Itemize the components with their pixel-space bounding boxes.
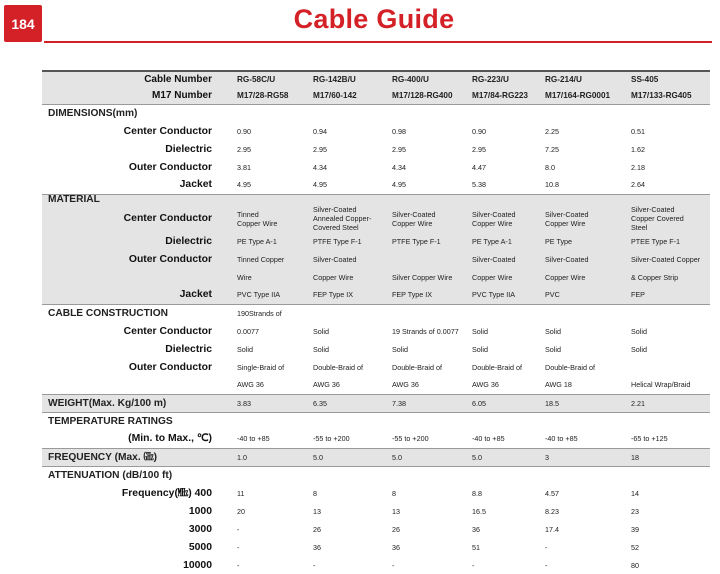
value-cell [619, 205, 710, 232]
value-cell: 2.95 [237, 144, 251, 154]
row-label: Outer Conductor [42, 250, 225, 268]
cell-line: Silver-Coated [631, 205, 675, 214]
section-title: CABLE CONSTRUCTION [42, 304, 225, 322]
value-cell: 2.95 [313, 144, 327, 154]
value-cell: FEP Type IX [380, 286, 460, 304]
section-title: FREQUENCY (Max. ㎓) [42, 448, 225, 466]
value-cell: SS-405 [619, 71, 710, 87]
value-cell: 3 [533, 448, 619, 466]
value-cell: 26 [313, 524, 321, 534]
value-cell: 5.0 [380, 448, 460, 466]
value-cell: Solid [631, 326, 647, 336]
value-cell: 8.8 [472, 488, 482, 498]
dimension-row [42, 122, 710, 140]
empty-cell [42, 268, 225, 286]
value-cell: RG-400/U [380, 71, 460, 87]
value-cell: AWG 36 [313, 380, 340, 390]
row-label: Dielectric [165, 143, 212, 155]
value-cell: Solid [237, 344, 253, 354]
section-attenuation [42, 466, 710, 484]
construction-outer-row [42, 358, 710, 376]
value-cell: 10.8 [545, 180, 559, 190]
value-cell: 18 [619, 448, 710, 466]
value-cell: - [237, 524, 240, 534]
value-cell: 0.51 [631, 126, 645, 136]
value-cell: Solid [313, 344, 329, 354]
cell-line: Tinned [237, 209, 259, 219]
value-cell [460, 304, 533, 322]
value-cell: FEP [619, 286, 710, 304]
row-label: Jacket [179, 179, 212, 191]
page-title: Cable Guide [293, 4, 455, 34]
row-label: Center Conductor [123, 125, 212, 137]
value-cell: 13 [313, 506, 321, 516]
cell-line: Silver-Coated [392, 209, 436, 219]
value-cell: 20 [237, 506, 245, 516]
section-temperature [42, 412, 710, 430]
value-cell: 1.0 [225, 448, 301, 466]
dimension-row [42, 176, 710, 194]
value-cell: PTFE Type F-1 [380, 232, 460, 250]
value-cell: 4.95 [392, 180, 406, 190]
value-cell: Silver-Coated Copper [619, 250, 710, 268]
value-cell: 8 [392, 488, 396, 498]
value-cell: 4.95 [313, 180, 327, 190]
value-cell: Silver-Coated [460, 250, 533, 268]
value-cell: 0.90 [237, 126, 251, 136]
value-cell: 13 [392, 506, 400, 516]
cable-number-row [42, 71, 710, 87]
value-cell: 5.0 [301, 448, 380, 466]
cell-line: Copper Wire [237, 218, 278, 228]
row-label: 10000 [183, 559, 212, 571]
value-cell: Solid [545, 326, 561, 336]
row-label: M17 Number [42, 87, 225, 104]
value-cell: 8.0 [545, 162, 555, 172]
value-cell: 3.81 [237, 162, 251, 172]
value-cell: 36 [472, 524, 480, 534]
value-cell: 14 [631, 488, 639, 498]
cable-guide-table [42, 70, 710, 574]
value-cell: 2.18 [631, 162, 645, 172]
value-cell: FEP Type IX [301, 286, 380, 304]
value-cell: RG-58C/U [225, 71, 301, 87]
value-cell: 36 [313, 542, 321, 552]
value-cell: - [237, 542, 240, 552]
value-cell: 17.4 [545, 524, 559, 534]
value-cell: AWG 36 [237, 380, 264, 390]
value-cell: - [545, 542, 548, 552]
row-label: (Min. to Max., ℃) [128, 433, 212, 445]
row-label: Center Conductor [42, 205, 225, 232]
value-cell: Copper Wire [460, 268, 533, 286]
row-label: Dielectric [165, 343, 212, 355]
value-cell: Silver Copper Wire [380, 268, 460, 286]
construction-center-row [42, 322, 710, 340]
value-cell: & Copper Strip [619, 268, 710, 286]
value-cell: PVC [533, 286, 619, 304]
value-cell [619, 304, 710, 322]
value-cell: 80 [631, 560, 639, 570]
value-cell: Wire [225, 268, 301, 286]
value-cell: Copper Wire [533, 268, 619, 286]
value-cell: 4.34 [392, 162, 406, 172]
section-title: MATERIAL [42, 194, 710, 205]
value-cell: 2.25 [545, 126, 559, 136]
value-cell: -55 to +200 [313, 434, 350, 444]
value-cell: 4.34 [313, 162, 327, 172]
row-label: Frequency(㎒) 400 [121, 487, 212, 499]
value-cell: Tinned Copper [225, 250, 301, 268]
value-cell: Double-Braid of [545, 362, 595, 372]
row-label: 5000 [188, 541, 212, 553]
value-cell: 5.38 [472, 180, 486, 190]
value-cell: - [545, 560, 548, 570]
value-cell: 26 [392, 524, 400, 534]
value-cell: PTEE Type F-1 [619, 232, 710, 250]
value-cell: M17/84-RG223 [460, 87, 533, 104]
value-cell: 23 [631, 506, 639, 516]
value-cell: -40 to +85 [237, 434, 270, 444]
construction-dielectric-row [42, 340, 710, 358]
row-label: Outer Conductor [128, 361, 212, 373]
value-cell: -65 to +125 [631, 434, 668, 444]
attenuation-row [42, 538, 710, 556]
value-cell: 1.62 [631, 144, 645, 154]
dimension-row [42, 158, 710, 176]
value-cell: PE Type [533, 232, 619, 250]
section-title: WEIGHT(Max. Kg/100 m) [42, 394, 225, 412]
cell-line: Copper Wire [392, 218, 433, 228]
title-divider [44, 41, 712, 43]
weight-row [42, 394, 710, 412]
attenuation-row [42, 556, 710, 574]
material-center-row [42, 205, 710, 232]
value-cell: 39 [631, 524, 639, 534]
value-cell: Double-Braid of [392, 362, 442, 372]
value-cell: -40 to +85 [545, 434, 578, 444]
row-label: Outer Conductor [128, 161, 212, 173]
value-cell [619, 358, 710, 376]
value-cell: 190Strands of [225, 304, 301, 322]
value-cell: Solid [631, 344, 647, 354]
value-cell: 6.05 [460, 394, 533, 412]
value-cell: M17/128-RG400 [380, 87, 460, 104]
value-cell: M17/133-RG405 [619, 87, 710, 104]
value-cell: 8 [313, 488, 317, 498]
value-cell: RG-214/U [533, 71, 619, 87]
value-cell: 3.83 [225, 394, 301, 412]
dimension-row [42, 140, 710, 158]
value-cell: - [392, 560, 395, 570]
cell-line: Silver-Coated [313, 205, 357, 214]
value-cell: Helical Wrap/Braid [631, 380, 691, 390]
cell-line: Copper Covered [631, 214, 684, 223]
row-label: Cable Number [42, 71, 225, 87]
value-cell: Solid [313, 326, 329, 336]
value-cell: 2.64 [631, 180, 645, 190]
material-jacket-row [42, 286, 710, 304]
value-cell: M17/164-RG0001 [533, 87, 619, 104]
value-cell: Silver-Coated [301, 250, 380, 268]
value-cell: AWG 36 [392, 380, 419, 390]
value-cell: Solid [545, 344, 561, 354]
value-cell [533, 304, 619, 322]
value-cell: 2.95 [472, 144, 486, 154]
section-title: DIMENSIONS(mm) [42, 104, 710, 122]
value-cell [225, 205, 301, 232]
value-cell: - [472, 560, 475, 570]
attenuation-row [42, 520, 710, 538]
value-cell: PE Type A-1 [225, 232, 301, 250]
value-cell: PVC Type IIA [460, 286, 533, 304]
section-title: TEMPERATURE RATINGS [42, 412, 710, 430]
value-cell: AWG 36 [472, 380, 499, 390]
cell-line: Silver-Coated [545, 209, 589, 219]
value-cell [301, 205, 380, 232]
value-cell: M17/60-142 [301, 87, 380, 104]
value-cell: 7.25 [545, 144, 559, 154]
row-label: Jacket [42, 286, 225, 304]
value-cell: - [313, 560, 316, 570]
value-cell: 18.5 [533, 394, 619, 412]
value-cell: 4.47 [472, 162, 486, 172]
value-cell: -40 to +85 [472, 434, 505, 444]
value-cell: RG-142B/U [301, 71, 380, 87]
cell-line: Silver-Coated [472, 209, 516, 219]
section-construction [42, 304, 710, 322]
value-cell [380, 250, 460, 268]
value-cell: 6.35 [301, 394, 380, 412]
value-cell: 2.95 [392, 144, 406, 154]
empty-cell [42, 376, 225, 394]
value-cell: 0.98 [392, 126, 406, 136]
value-cell: 7.38 [380, 394, 460, 412]
value-cell: 0.94 [313, 126, 327, 136]
cell-line: Annealed Copper- [313, 214, 372, 223]
value-cell [380, 304, 460, 322]
attenuation-row [42, 502, 710, 520]
section-dimensions [42, 104, 710, 122]
cell-line: Covered Steel [313, 223, 359, 232]
value-cell: PE Type A-1 [460, 232, 533, 250]
value-cell: 16.5 [472, 506, 486, 516]
value-cell: -55 to +200 [392, 434, 429, 444]
value-cell: PVC Type IIA [225, 286, 301, 304]
row-label: 1000 [188, 505, 212, 517]
value-cell: 5.0 [460, 448, 533, 466]
section-material [42, 194, 710, 205]
frequency-row [42, 448, 710, 466]
value-cell: Copper Wire [301, 268, 380, 286]
value-cell: 36 [392, 542, 400, 552]
value-cell: Silver-Coated [533, 250, 619, 268]
value-cell: 0.90 [472, 126, 486, 136]
value-cell: PTFE Type F-1 [301, 232, 380, 250]
value-cell: 4.57 [545, 488, 559, 498]
value-cell: 52 [631, 542, 639, 552]
value-cell [460, 205, 533, 232]
value-cell: - [237, 560, 240, 570]
value-cell: AWG 18 [545, 380, 572, 390]
value-cell: Solid [392, 344, 408, 354]
value-cell: 8.23 [545, 506, 559, 516]
value-cell: 4.95 [237, 180, 251, 190]
row-label: Center Conductor [123, 325, 212, 337]
row-label: Dielectric [42, 232, 225, 250]
value-cell: 11 [237, 488, 245, 498]
construction-outer-row-2 [42, 376, 710, 394]
value-cell: 2.21 [619, 394, 710, 412]
cell-line: Copper Wire [472, 218, 513, 228]
material-outer-row-2 [42, 268, 710, 286]
material-dielectric-row [42, 232, 710, 250]
page-number-badge: 184 [4, 5, 42, 42]
value-cell [380, 205, 460, 232]
value-cell: Double-Braid of [472, 362, 522, 372]
value-cell: Solid [472, 326, 488, 336]
value-cell [533, 205, 619, 232]
value-cell: 51 [472, 542, 480, 552]
value-cell: Solid [472, 344, 488, 354]
attenuation-row [42, 484, 710, 502]
cell-line: Steel [631, 223, 648, 232]
value-cell [301, 304, 380, 322]
section-title: ATTENUATION (dB/100 ft) [42, 466, 710, 484]
row-label: 3000 [188, 523, 212, 535]
value-cell: M17/28-RG58 [225, 87, 301, 104]
value-cell: RG-223/U [460, 71, 533, 87]
material-outer-row [42, 250, 710, 268]
cell-line: Copper Wire [545, 218, 586, 228]
value-cell: Double-Braid of [313, 362, 363, 372]
value-cell: 19 Strands of 0.0077 [392, 326, 459, 336]
m17-number-row [42, 87, 710, 104]
value-cell: 0.0077 [237, 326, 259, 336]
temperature-row [42, 430, 710, 448]
value-cell: Single-Braid of [237, 362, 285, 372]
